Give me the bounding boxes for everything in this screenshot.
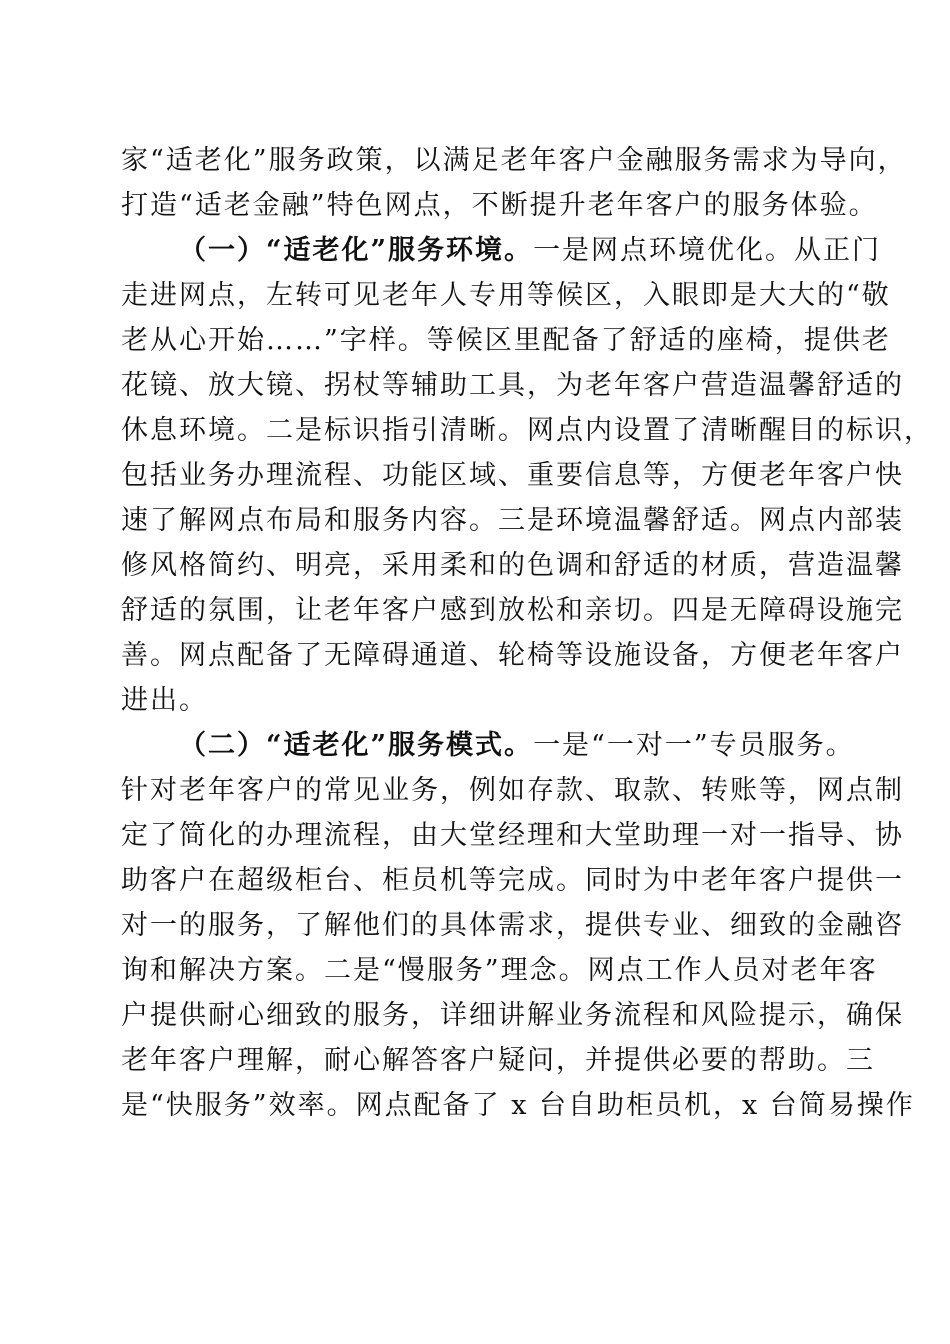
section-heading-service-mode: （二）“适老化”服务模式。 [179,730,534,761]
text-line: 包括业务办理流程、功能区域、重要信息等，方便老年客户快 [121,460,904,491]
text-line: 助客户在超级柜台、柜员机等完成。同时为中老年客户提供一 [121,865,904,896]
text-line: 修风格简约、明亮，采用柔和的色调和舒适的材质，营造温馨 [121,550,904,581]
text-line: 是“快服务”效率。网点配备了 x 台自助柜员机，x 台简易操作 [121,1090,915,1121]
text-line: 速了解网点布局和服务内容。三是环境温馨舒适。网点内部装 [121,505,904,536]
document-body [121,138,933,1128]
text-line: 花镜、放大镜、拐杖等辅助工具，为老年客户营造温馨舒适的 [121,370,904,401]
text-line: 询和解决方案。二是“慢服务”理念。网点工作人员对老年客 [121,955,878,986]
text-line: 老从心开始……”字样。等候区里配备了舒适的座椅，提供老 [121,325,891,356]
section-heading-environment: （一）“适老化”服务环境。 [179,235,534,266]
text-run: 一是网点环境优化。从正门 [533,235,882,266]
text-line: 舒适的氛围，让老年客户感到放松和亲切。四是无障碍设施完 [121,595,904,626]
text-line: 对一的服务，了解他们的具体需求，提供专业、细致的金融咨 [121,910,904,941]
section-first-line [121,228,882,273]
text-line: 进出。 [121,685,208,716]
section-first-line [121,723,855,768]
text-line: 善。网点配备了无障碍通道、轮椅等设施设备，方便老年客户 [121,640,904,671]
text-line: 家“适老化”服务政策，以满足老年客户金融服务需求为导向， [121,145,907,176]
text-line: 户提供耐心细致的服务，详细讲解业务流程和风险提示，确保 [121,1000,904,1031]
text-line: 针对老年客户的常见业务，例如存款、取款、转账等，网点制 [121,775,904,806]
text-line: 走进网点，左转可见老年人专用等候区，入眼即是大大的“敬 [121,280,891,311]
text-line: 休息环境。二是标识指引清晰。网点内设置了清晰醒目的标识， [121,415,933,446]
text-line: 打造“适老金融”特色网点，不断提升老年客户的服务体验。 [121,190,878,221]
text-line: 定了简化的办理流程，由大堂经理和大堂助理一对一指导、协 [121,820,904,851]
text-line: 老年客户理解，耐心解答客户疑问，并提供必要的帮助。三 [121,1045,875,1076]
text-run: 一是“一对一”专员服务。 [533,730,855,761]
